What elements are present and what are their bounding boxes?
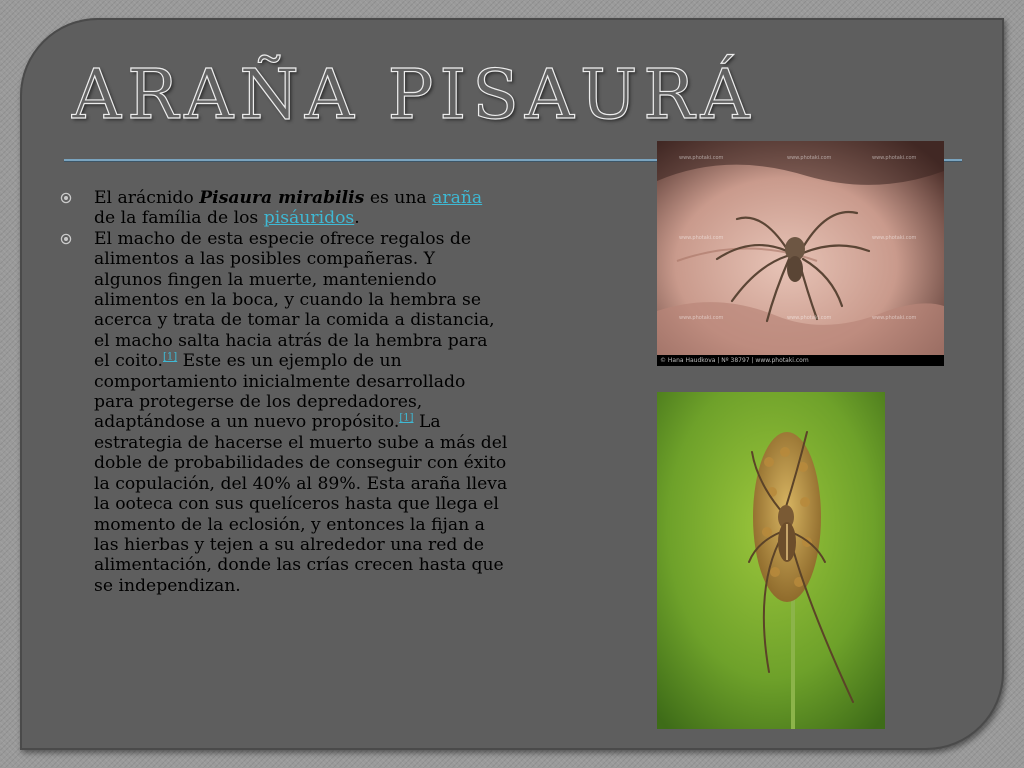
watermark: www.photaki.com bbox=[872, 315, 917, 321]
bullet-item bbox=[60, 188, 508, 229]
watermark: www.photaki.com bbox=[679, 235, 724, 241]
bullet-text: Este es un ejemplo de un comportamiento inicialmente desarrollado para protegerse de los depredadores, adaptándose a un nuevo propósito. bbox=[94, 351, 466, 433]
reference-link[interactable]: [1] bbox=[163, 351, 178, 363]
watermark: www.photaki.com bbox=[679, 315, 724, 321]
circle-bullet-icon bbox=[60, 192, 72, 204]
slide-title: ARAÑA PISAURÁ bbox=[72, 56, 756, 135]
bullet-text: El arácnido bbox=[94, 188, 200, 208]
circle-bullet-icon bbox=[60, 233, 72, 245]
bullet-text: La estrategia de hacerse el muerto sube a más del doble de probabilidades de conseguir con éxito la copulación, del 40% al 89%. Esta araña lleva la ooteca con sus quelíceros hasta que llega el momento de la eclosión, y entonces la fijan a las hierbas y tejen a su alrededor una red de alimentación, donde las crías crecen hasta que se independizan. bbox=[94, 412, 508, 596]
species-name: Pisaura mirabilis bbox=[199, 188, 365, 208]
arana-link[interactable]: araña bbox=[432, 188, 483, 208]
watermark: www.photaki.com bbox=[872, 235, 917, 241]
bullet-text: es una bbox=[364, 188, 433, 208]
spider-on-hand-photo bbox=[657, 141, 944, 366]
bullet-item bbox=[60, 229, 508, 596]
watermark: www.photaki.com bbox=[787, 315, 832, 321]
pisauridos-link[interactable]: pisáuridos bbox=[263, 208, 355, 229]
watermark: www.photaki.com bbox=[872, 155, 917, 161]
watermark: www.photaki.com bbox=[787, 155, 832, 161]
watermark: www.photaki.com bbox=[679, 155, 724, 161]
bullet-text: de la família de los bbox=[94, 208, 264, 229]
bullet-text: . bbox=[354, 208, 360, 229]
bullet-text: El macho de esta especie ofrece regalos de alimentos a las posibles compañeras. Y algunos fingen la muerte, manteniendo alimentos en la boca, y cuando la hembra se acerca y trata de tomar la comida a distancia, el macho salta hacia atrás de la hembra para el coito. bbox=[94, 228, 495, 372]
slide-body bbox=[60, 188, 508, 596]
spider-nursery-photo bbox=[657, 392, 885, 729]
reference-link[interactable]: [1] bbox=[399, 412, 414, 424]
photo-credit: © Hana Haudkova | Nº 38797 | www.photaki.com bbox=[657, 355, 944, 366]
